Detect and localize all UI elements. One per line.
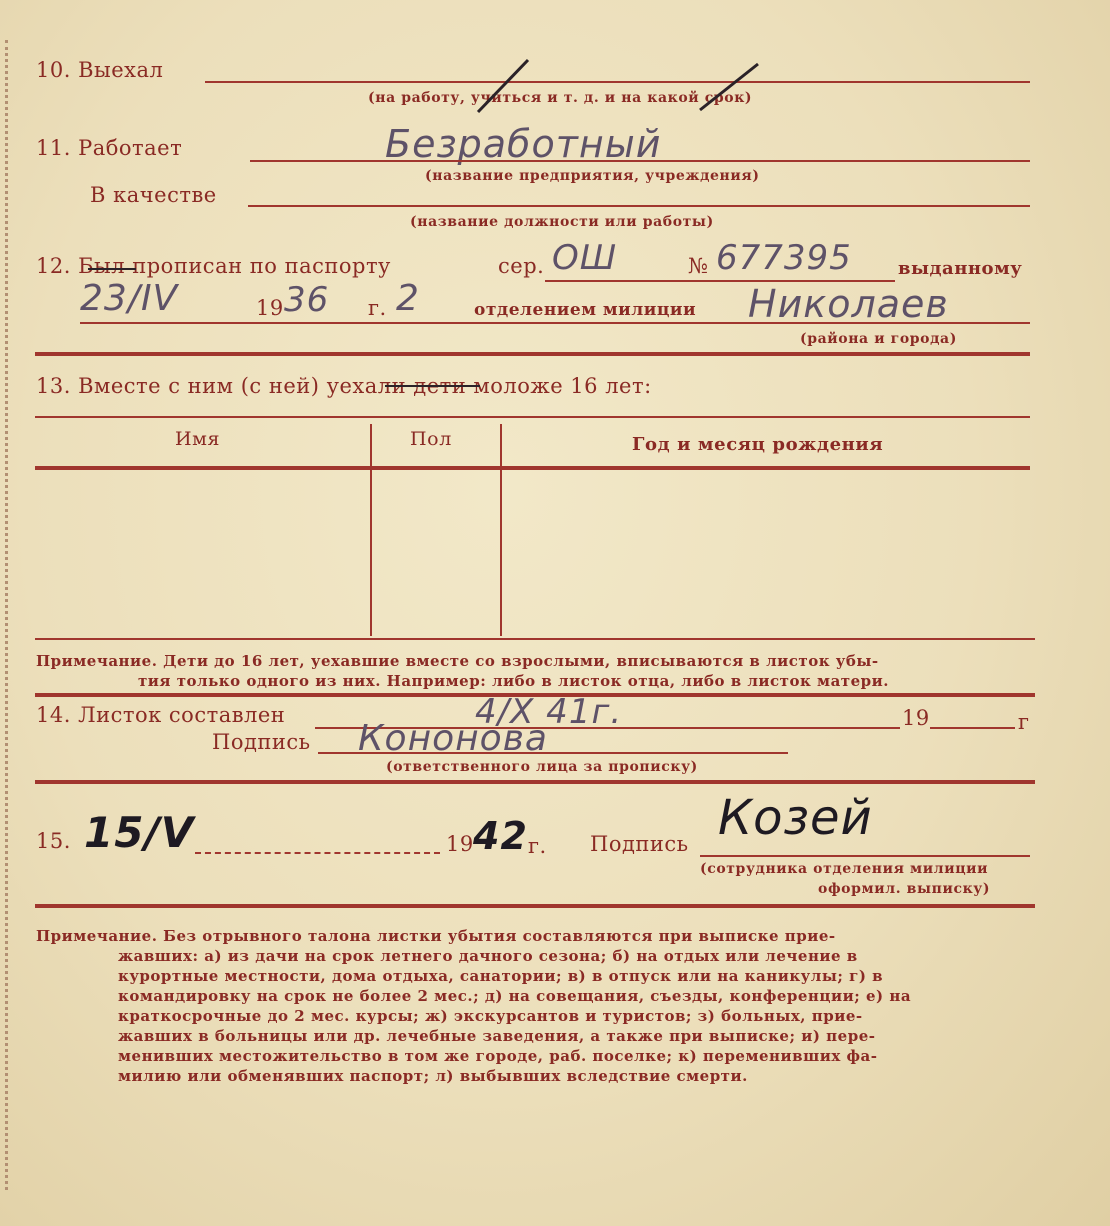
note-2-text-5: жавших в больницы или др. лечебные заведения, а также при выписке; и) пере- (118, 1027, 876, 1045)
section-divider-1 (35, 352, 1030, 356)
field-12-caption: (района и города) (800, 331, 957, 347)
dept-label: отделением милиции (474, 300, 697, 320)
officer-signature: Козей (718, 790, 873, 846)
field-12-line-b (80, 322, 1030, 324)
field-14-caption: (ответственного лица за прописку) (386, 759, 698, 775)
table-bottom-line (35, 638, 1035, 640)
passport-date-handwritten: 23/IV (80, 278, 179, 319)
note-1-text-2: тия только одного из них. Например: либо в листок отца, либо в листок матери. (138, 672, 889, 690)
field-15-label: 15. (36, 829, 71, 853)
field-15-sign-label: Подпись (590, 832, 689, 856)
note-2-text-3: командировку на срок не более 2 мес.; д) на совещания, съезды, конференции; е) на (118, 987, 912, 1005)
note-2-text-7: милию или обменявших паспорт; л) выбывших вследствие смерти. (118, 1067, 748, 1085)
field-13-strike (385, 385, 480, 387)
city-handwritten: Николаев (748, 282, 949, 326)
field-14-label: 14. Листок составлен (36, 703, 286, 727)
field-14-year-line (930, 727, 1015, 729)
series-label: сер. (498, 254, 545, 278)
discharge-date-handwritten: 15/V (84, 808, 195, 857)
table-header-line (35, 466, 1030, 470)
column-birth-header: Год и месяц рождения (632, 434, 884, 455)
position-label: В качестве (90, 183, 217, 207)
note-2-line-0 (36, 926, 836, 946)
field-15-year-prefix: 19 (446, 832, 474, 856)
year-suffix: г. (368, 296, 387, 320)
field-13-label: 13. Вместе с ним (с ней) уехали дети моложе 16 лет: (36, 374, 652, 398)
note-2-text-0: Без отрывного талона листки убытия составляются при выписке прие- (163, 927, 836, 945)
column-sex-header: Пол (410, 428, 452, 450)
field-14-year-suffix: г (1018, 710, 1030, 734)
note-2-text-6: менивших местожительство в том же городе, раб. поселке; к) переменивших фа- (118, 1047, 878, 1065)
column-name-header: Имя (175, 428, 221, 450)
field-15-year-handwritten: 42 (473, 814, 528, 858)
issued-label: выданному (898, 258, 1023, 279)
field-12-label: 12. Был прописан по паспорту (36, 254, 391, 278)
note-2-text-2: курортные местности, дома отдыха, санатории; в) в отпуск или на каникулы; г) в (118, 967, 884, 985)
field-15-caption-1: (сотрудника отделения милиции (700, 861, 989, 877)
dept-number-handwritten: 2 (396, 278, 420, 319)
table-top-line (35, 416, 1030, 418)
field-11-caption: (название предприятия, учреждения) (425, 168, 760, 184)
note-2-text-1: жавших: а) из дачи на срок летнего дачного сезона; б) на отдых или лечение в (118, 947, 858, 965)
note-1-label: Примечание. (36, 652, 158, 670)
field-10-caption: (на работу, учиться и т. д. и на какой срок) (368, 90, 753, 106)
position-line (248, 205, 1030, 207)
field-15-year-suffix: г. (528, 834, 547, 858)
field-12-strike (88, 268, 136, 270)
form-date-handwritten: 4/X 41г. (475, 692, 623, 732)
note-2-text-4: краткосрочные до 2 мес. курсы; ж) экскурсантов и туристов; з) больных, прие- (118, 1007, 863, 1025)
table-divider-1 (370, 424, 372, 636)
field-11-label: 11. Работает (36, 136, 183, 160)
year-handwritten: 36 (284, 280, 330, 320)
section-divider-4 (35, 904, 1035, 908)
year-prefix: 19 (256, 296, 284, 320)
field-14-sign-line (318, 752, 788, 754)
series-handwritten: ОШ (552, 238, 618, 278)
field-10-label: 10. Выехал (36, 58, 164, 82)
field-14-sign-label: Подпись (212, 730, 311, 754)
number-handwritten: 677395 (716, 238, 852, 278)
field-11-line (250, 160, 1030, 162)
table-divider-2 (500, 424, 502, 636)
position-caption: (название должности или работы) (410, 214, 714, 230)
employer-handwritten: Безработный (385, 122, 662, 166)
note-1-text-1: Дети до 16 лет, уехавшие вместе со взрослыми, вписываются в листок убы- (163, 652, 879, 670)
note-1-line-1 (36, 651, 879, 671)
note-2-label: Примечание. (36, 927, 158, 945)
field-15-sign-line (700, 855, 1030, 857)
section-divider-3 (35, 780, 1035, 784)
number-label: № (688, 254, 709, 278)
field-15-caption-2: оформил. выписку) (818, 881, 991, 897)
registrar-signature: Кононова (358, 718, 548, 759)
field-15-date-line (195, 852, 440, 854)
field-14-year-prefix: 19 (902, 706, 930, 730)
